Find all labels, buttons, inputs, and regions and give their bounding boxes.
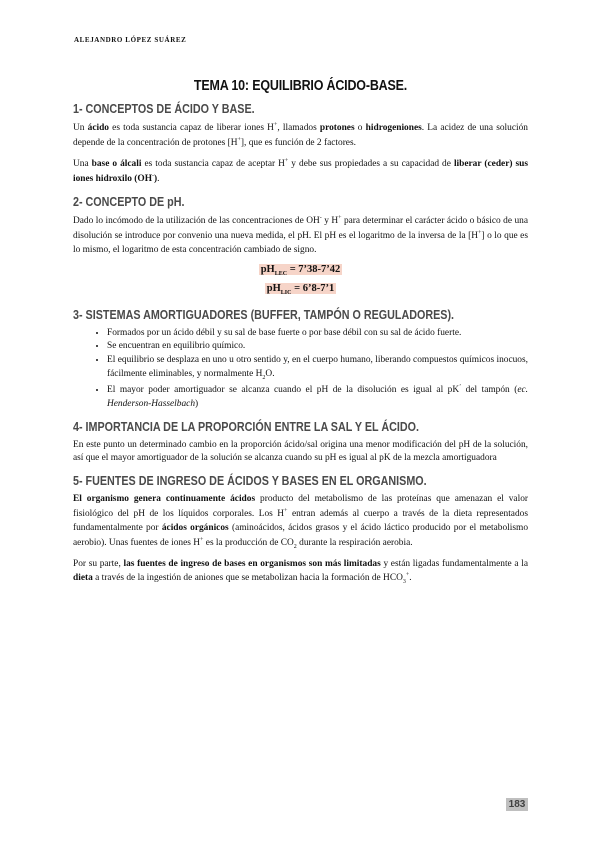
paragraph-acid-definition: Un ácido es toda sustancia capaz de liberar iones H+, llamados protones o hidrogeniones. La acidez de una solución depende de la concentración de protones [H+], que es función de 2 factores. <box>73 122 528 149</box>
section-heading-4: 4- IMPORTANCIA DE LA PROPORCIÓN ENTRE LA SAL Y EL ÁCIDO. <box>73 419 420 434</box>
list-item: • Formados por un ácido débil y su sal de base fuerte o por base débil con su sal de ácido fuerte. <box>107 327 528 341</box>
paragraph-acid-sources: El organismo genera continuamente ácidos producto del metabolismo de las proteínas que amenazan el valor fisiológico del pH de los líquidos corporales. Los H+ entran además al cuerpo a través de la dieta representados fundamentalmente por ácidos orgánicos (aminoácidos, ácidos grasos y el ácido láctico producido por el metabolismo aerobio). Unas fuentes de iones H+ es la producción de $CO_2$ durante la respiración aerobia. <box>73 494 529 550</box>
paragraph-base-definition: Una base o álcali es toda sustancia capaz de aceptar H+ y debe sus propiedades a su capacidad de liberar (ceder) sus iones hidroxilo (OH-). <box>73 157 529 184</box>
list-item: • El equilibrio se desplaza en uno u otro sentido y, en el cuerpo humano, liberando compuestos químicos inocuos, fácilmente eliminables, y normalmente $H_2O$. <box>107 354 528 383</box>
section-heading-2: 2- CONCEPTO DE pH. <box>73 194 185 209</box>
ph-lec-value: $pH_{LEC}$ = 7’38-7’42 <box>260 264 341 278</box>
paragraph-base-sources: Por su parte, las fuentes de ingreso de bases en organismos son más limitadas y están ligadas fundamentalmente a la dieta a través de la ingestión de aniones que se metabolizan hacia la formación de $HCO_3^+$. <box>73 558 528 586</box>
section-heading-1: 1- CONCEPTOS DE ÁCIDO Y BASE. <box>73 102 255 116</box>
section-heading-3: 3- SISTEMAS AMORTIGUADORES (BUFFER, TAMPÓN O REGULADORES). <box>73 307 455 322</box>
section-heading-5: 5- FUENTES DE INGRESO DE ÁCIDOS Y BASES EN EL ORGANISMO. <box>73 474 427 489</box>
page-header-author: ALEJANDRO LÓPEZ SUÁREZ <box>74 36 187 44</box>
page-number: 183 <box>506 798 528 811</box>
list-item: • El mayor poder amortiguador se alcanza cuando el pH de la disolución es igual al pK’ del tampón (ec. Henderson-Hasselbach) <box>107 383 528 412</box>
paragraph-ph-concept: Dado lo incómodo de la utilización de las concentraciones de OH- y H+ para determinar el carácter ácido o básico de una disolución se introduce por convenio una nueva medida, el pH. El pH es el logaritmo de la inversa de la [H+] o lo que es lo mismo, el logaritmo de esta concentración cambiado de signo. <box>73 214 528 255</box>
paragraph-proportion: En este punto un determinado cambio en la proporción ácido/sal origina una menor modificación del pH de la solución, así que el mayor amortiguador de la solución se alcanza cuando su pH es igual al pK de la mezcla amortiguadora <box>73 439 528 464</box>
list-item: • Se encuentran en equilibrio químico. <box>107 340 528 354</box>
buffer-list <box>73 327 528 412</box>
document-title: TEMA 10: EQUILIBRIO ÁCIDO-BASE. <box>193 78 408 94</box>
document-body <box>73 78 528 593</box>
ph-lic-value: $pH_{LIC}$ = 6’8-7’1 <box>266 282 335 296</box>
